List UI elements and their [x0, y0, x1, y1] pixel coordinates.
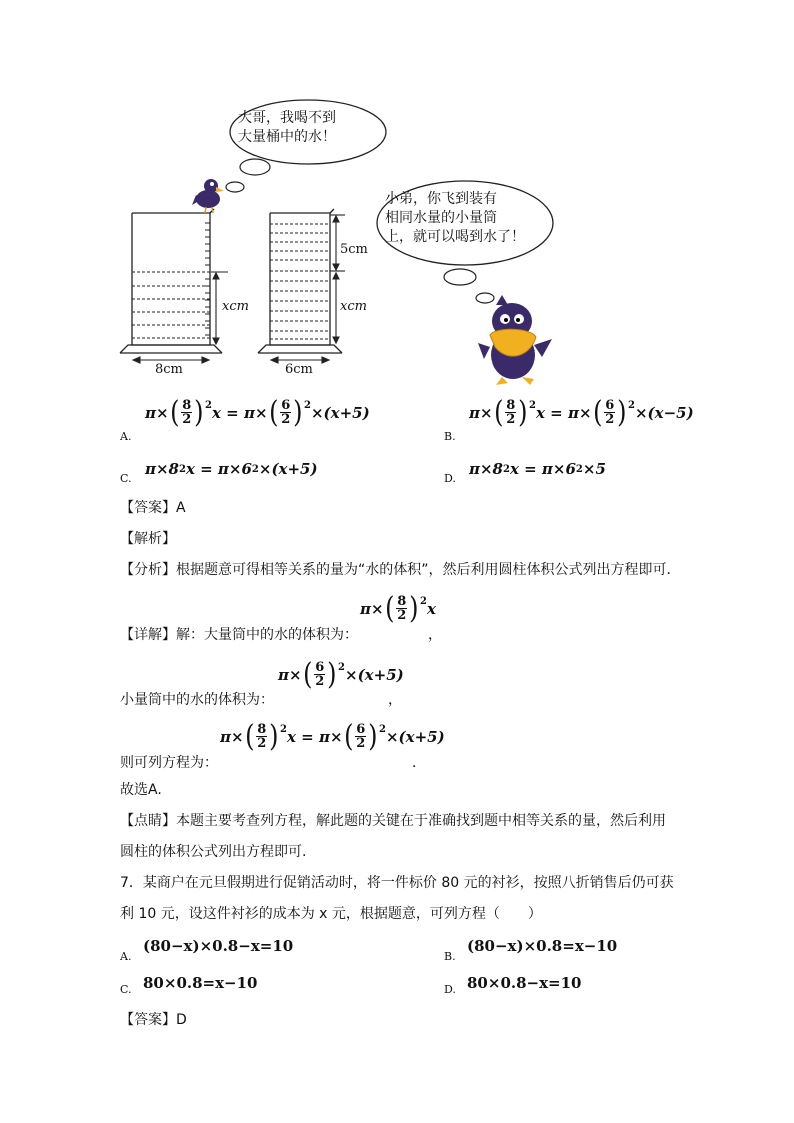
q6-dianjing-1: 【点睛】本题主要考查列方程，解此题的关键在于准确找到题中相等关系的量，然后利用: [120, 813, 666, 829]
large-cylinder-water: [132, 272, 210, 338]
large-cylinder-ticks: [205, 223, 210, 335]
q7-option-a-eq: (80−x)×0.8−x=10: [143, 937, 294, 955]
bubble-small-text: 小弟，你飞到装有 相同水量的小量筒 上，就可以喝到水了！: [385, 191, 525, 245]
bubble-large-text: 大哥，我喝不到 大量桶中的水！: [238, 110, 336, 145]
q7-option-a-label: A.: [120, 950, 132, 963]
label-x-large: xcm: [222, 299, 249, 314]
q7-option-d-label: D.: [444, 983, 456, 996]
q6-detail-3-end: ．: [412, 755, 426, 771]
q6-option-b-label: B.: [444, 430, 456, 443]
q6-analysis-title: 【解析】: [120, 531, 176, 547]
q6-detail-2-eq: π× ( $\frac{6}{2}$ ) $^2$ ×(x+5): [278, 657, 404, 692]
q6-detail-1-end: ，: [428, 627, 442, 643]
q7-stem-1: 7．某商户在元旦假期进行促销活动时，将一件标价 80 元的衬衫，按照八折销售后仍可获: [120, 875, 674, 891]
q7-option-d-eq: 80×0.8−x=10: [467, 974, 582, 992]
large-cylinder: [120, 209, 222, 353]
q6-option-a-eq: π× ( $\frac{8}{2}$ ) $^2$ x = π× ( $\frac{6}{2}$ ) $^2$ ×(x+5): [145, 395, 370, 430]
q6-fenxi: 【分析】根据题意可得相等关系的量为“水的体积”，然后利用圆柱体积公式列出方程即可．: [120, 562, 681, 578]
q7-option-b-label: B.: [444, 950, 456, 963]
q6-choose: 故选A.: [120, 782, 162, 798]
q6-detail-3: 则可列方程为：: [120, 755, 218, 771]
q6-option-d-eq: π×8 2 x = π×6 2 ×5: [469, 460, 606, 478]
label-6cm: 6cm: [285, 362, 313, 377]
label-x-small: xcm: [340, 299, 367, 314]
q6-detail-1: 【详解】解：大量筒中的水的体积为：: [120, 627, 358, 643]
q6-answer: 【答案】A: [120, 500, 186, 516]
small-cylinder-water: [270, 224, 330, 339]
crow-large-icon: [478, 295, 552, 385]
q6-option-c-label: C.: [120, 472, 132, 485]
q6-option-c-eq: π×8 2 x = π×6 2 ×(x+5): [145, 460, 318, 478]
q6-detail-2-end: ，: [388, 692, 402, 708]
label-5cm: 5cm: [340, 242, 368, 257]
q7-option-b-eq: (80−x)×0.8=x−10: [467, 937, 618, 955]
q6-option-d-label: D.: [444, 472, 456, 485]
q6-option-a-label: A.: [120, 430, 132, 443]
q6-detail-3-eq: π× ( $\frac{8}{2}$ ) $^2$ x = π× ( $\frac{6}{2}$ ) $^2$ ×(x+5): [220, 719, 445, 754]
q7-option-c-eq: 80×0.8=x−10: [143, 974, 258, 992]
q6-option-b-eq: π× ( $\frac{8}{2}$ ) $^2$ x = π× ( $\frac{6}{2}$ ) $^2$ ×(x−5): [469, 395, 694, 430]
label-8cm: 8cm: [155, 362, 183, 377]
q7-option-c-label: C.: [120, 983, 132, 996]
q7-stem-2: 利 10 元，设这件衬衫的成本为 x 元，根据题意，可列方程（ ）: [120, 906, 542, 922]
q6-detail-2: 小量筒中的水的体积为：: [120, 692, 274, 708]
crow-small-icon: [192, 179, 224, 213]
q6-dianjing-2: 圆柱的体积公式列出方程即可.: [120, 844, 307, 860]
q7-answer: 【答案】D: [120, 1012, 187, 1028]
q6-detail-1-eq: π× ( $\frac{8}{2}$ ) $^2$ x: [360, 591, 436, 626]
small-cylinder-arrows: [271, 215, 345, 363]
